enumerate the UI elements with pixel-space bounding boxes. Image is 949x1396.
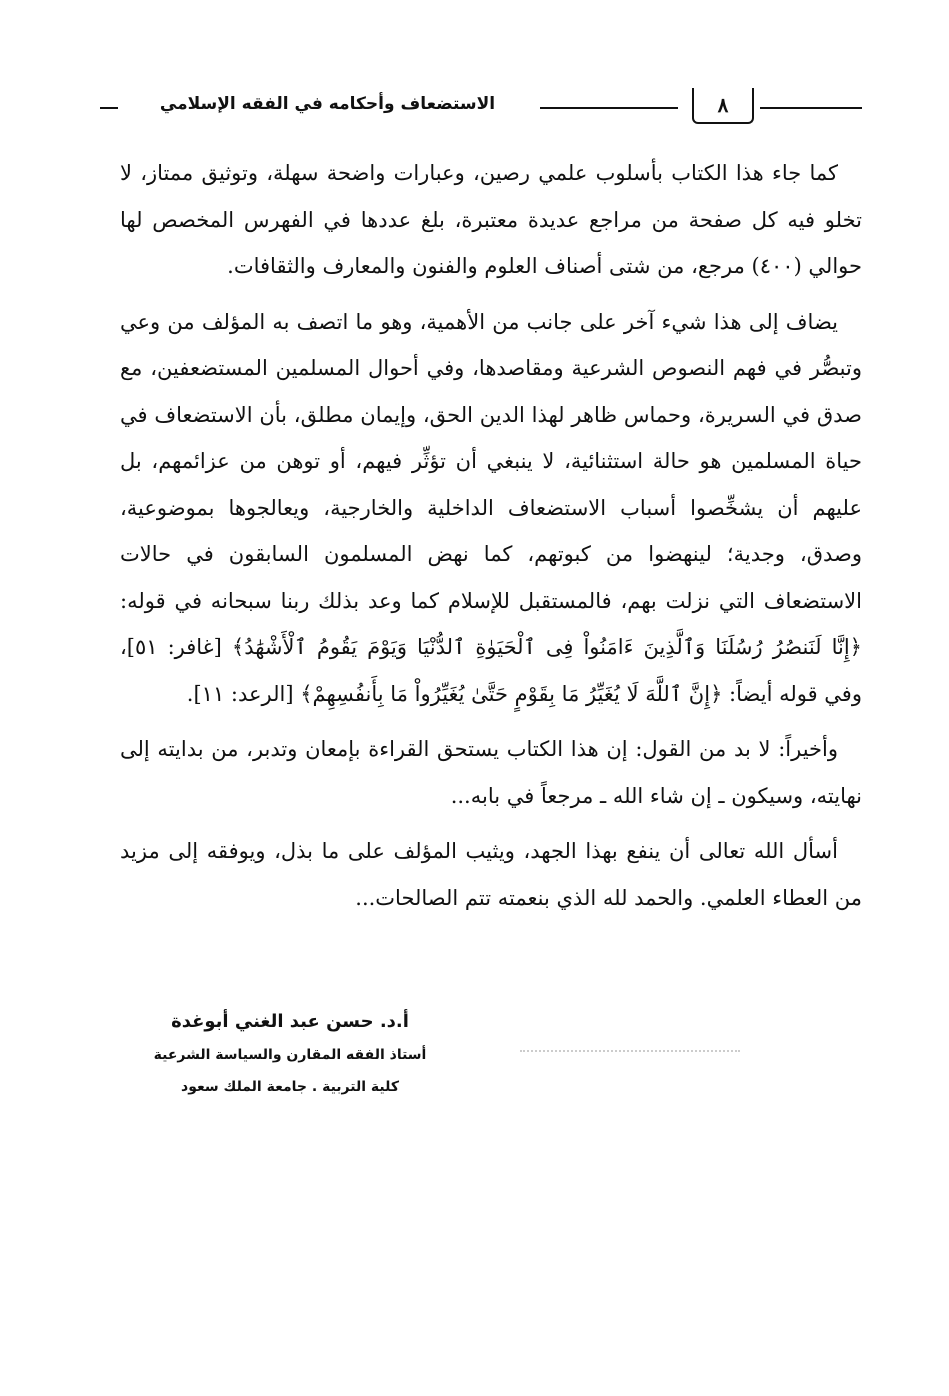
paragraph: وأخيراً: لا بد من القول: إن هذا الكتاب يستحق القراءة بإمعان وتدبر، من بدايته إلى نهايته، وسيكون ـ إن شاء الله ـ مرجعاً في بابه... — [120, 737, 862, 808]
paragraph: أسأل الله تعالى أن ينفع بهذا الجهد، ويثيب المؤلف على ما بذل، ويوفقه إلى مزيد من العطاء العلمي. والحمد لله الذي بنعمته تتم الصالحات... — [120, 839, 862, 910]
signature-block — [140, 1005, 440, 1103]
paragraph: يضاف إلى هذا شيء آخر على جانب من الأهمية، وهو ما اتصف به المؤلف من وعي وتبصُّر في فهم النصوص الشرعية ومقاصدها، وفي أحوال المسلمين المستضعفين، مع صدق في السريرة، وحماس ظاهر لهذا الدين الحق، وإيمان مطلق، بأن الاستضعاف في حياة المسلمين هو حالة استثنائية، لا ينبغي أن تؤثِّر فيهم، أو توهن من عزائمهم، بل عليهم أن يشخِّصوا أسباب الاستضعاف الداخلية والخارجية، ويعالجوها بموضوعية، وصدق، وجدية؛ لينهضوا من كبوتهم، كما نهض المسلمون السابقون في حالات الاستضعاف التي نزلت بهم، فالمستقبل للإسلام كما وعد بذلك ربنا سبحانه في قوله: ﴿إِنَّا لَنَنصُرُ رُسُلَنَا وَٱلَّذِينَ ءَامَنُواْ فِى ٱلْحَيَوٰةِ ٱلدُّنْيَا وَيَوْمَ يَقُومُ ٱلْأَشْهَٰدُ﴾ [غافر: ٥١]، وفي قوله أيضاً: ﴿إِنَّ ٱللَّهَ لَا يُغَيِّرُ مَا بِقَوْمٍ حَتَّىٰ يُغَيِّرُواْ مَا بِأَنفُسِهِمْ﴾ [الرعد: ١١]. — [120, 309, 862, 706]
running-title: الاستضعاف وأحكامه في الفقه الإسلامي — [159, 94, 496, 114]
signature-position: أستاذ الفقه المقارن والسياسة الشرعية — [153, 1047, 427, 1063]
header-rule-left — [100, 107, 118, 109]
scan-speckle — [520, 1050, 740, 1054]
header-rule-right — [760, 107, 862, 109]
page-header — [100, 86, 862, 126]
page-number: ٨ — [692, 88, 754, 124]
paragraph: كما جاء هذا الكتاب بأسلوب علمي رصين، وعبارات واضحة سهلة، وتوثيق ممتاز، لا تخلو فيه كل صفحة من مراجع عديدة معتبرة، بلغ عددها في الفهرس المخصص لها حوالي (٤٠٠) مرجع، من شتى أصناف العلوم والفنون والمعارف والثقافات. — [120, 161, 862, 278]
header-rule-middle — [540, 107, 678, 109]
signature-name: أ.د. حسن عبد الغني أبوغدة — [171, 1011, 409, 1032]
page-body — [120, 150, 862, 921]
signature-affiliation: كلية التربية . جامعة الملك سعود — [181, 1079, 399, 1095]
